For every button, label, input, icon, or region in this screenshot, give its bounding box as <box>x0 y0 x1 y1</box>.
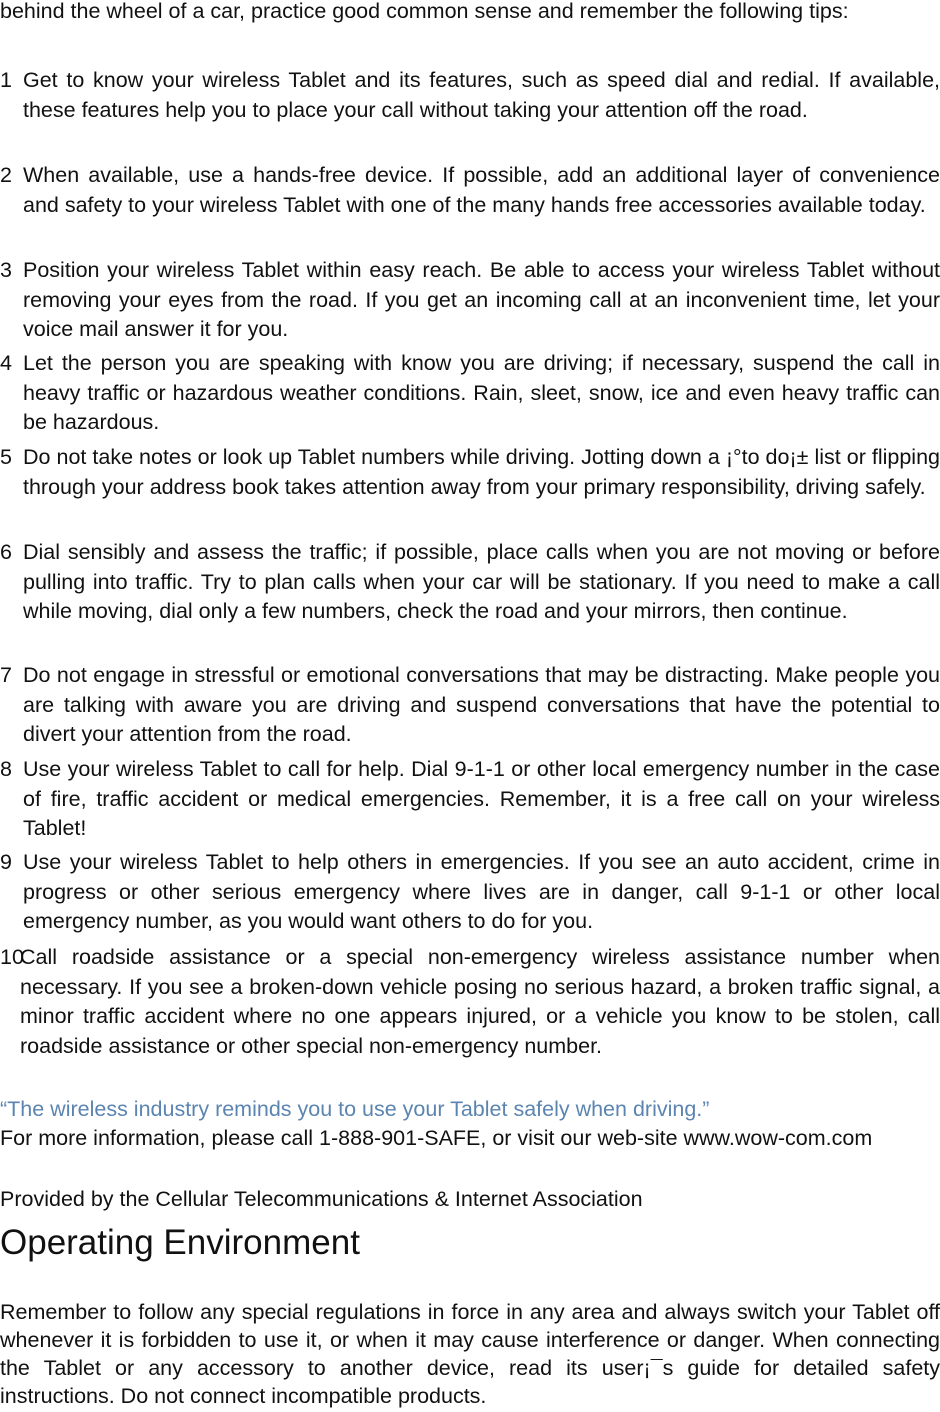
tip-number: 5 <box>0 445 12 469</box>
tip-text: Do not engage in stressful or emotional conversations that may be distracting. Make people you are talking with aware you are driving and suspend conversations that have the potential to divert your attention from the road. <box>23 663 940 746</box>
tip-number: 8 <box>0 757 12 781</box>
more-info-text: For more information, please call 1-888-901-SAFE, or visit our web-site www.wow-com.com <box>0 1126 873 1150</box>
tip-number: 4 <box>0 351 12 375</box>
tip-text: When available, use a hands-free device. If possible, add an additional layer of convenience and safety to your wireless Tablet with one of the many hands free accessories available today. <box>23 163 940 217</box>
tip-text: Do not take notes or look up Tablet numbers while driving. Jotting down a ¡°to do¡± list or flipping through your address book takes attention away from your primary responsibility, driving safely. <box>23 445 940 499</box>
tip-number: 2 <box>0 163 12 187</box>
section-heading: Operating Environment <box>0 1223 360 1262</box>
tip-number: 6 <box>0 540 12 564</box>
tip-number: 1 <box>0 68 12 92</box>
tip-text: Dial sensibly and assess the traffic; if possible, place calls when you are not moving or before pulling into traffic. Try to plan calls when your car will be stationary. If you need to make a call while moving, dial only a few numbers, check the road and your mirrors, then continue. <box>23 540 940 623</box>
tip-text: Use your wireless Tablet to call for help. Dial 9-1-1 or other local emergency number in the case of fire, traffic accident or medical emergencies. Remember, it is a free call on your wireless Tablet! <box>23 757 940 840</box>
tip-text: Get to know your wireless Tablet and its features, such as speed dial and redial. If available, these features help you to place your call without taking your attention off the road. <box>23 68 940 122</box>
tip-text: Let the person you are speaking with know you are driving; if necessary, suspend the call in heavy traffic or hazardous weather conditions. Rain, sleet, snow, ice and even heavy traffic can be hazardous. <box>23 351 940 434</box>
safety-quote: “The wireless industry reminds you to use your Tablet safely when driving.” <box>0 1097 710 1121</box>
tip-text: Position your wireless Tablet within easy reach. Be able to access your wireless Tablet without removing your eyes from the road. If you get an incoming call at an inconvenient time, let your voice mail answer it for you. <box>23 258 940 341</box>
tip-number: 10 <box>0 945 24 969</box>
tip-text: Use your wireless Tablet to help others in emergencies. If you see an auto accident, crime in progress or other serious emergency where lives are in danger, call 9-1-1 or other local emergency number, as you would want others to do for you. <box>23 850 940 933</box>
tip-number: 9 <box>0 850 12 874</box>
tip-text: Call roadside assistance or a special non-emergency wireless assistance number when necessary. If you see a broken-down vehicle posing no serious hazard, a broken traffic signal, a minor traffic accident where no one appears injured, or a vehicle you know to be stolen, call roadside assistance or other special non-emergency number. <box>20 945 940 1058</box>
provided-by-text: Provided by the Cellular Telecommunications & Internet Association <box>0 1187 643 1211</box>
tip-number: 7 <box>0 663 12 687</box>
section-paragraph: Remember to follow any special regulations in force in any area and always switch your Tablet off whenever it is forbidden to use it, or when it may cause interference or danger. When connecting the Tablet or any accessory to another device, read its user¡¯s guide for detailed safety instructions. Do not connect incompatible products. <box>0 1300 940 1408</box>
tip-number: 3 <box>0 258 12 282</box>
intro-text: behind the wheel of a car, practice good common sense and remember the following tips: <box>0 0 849 23</box>
